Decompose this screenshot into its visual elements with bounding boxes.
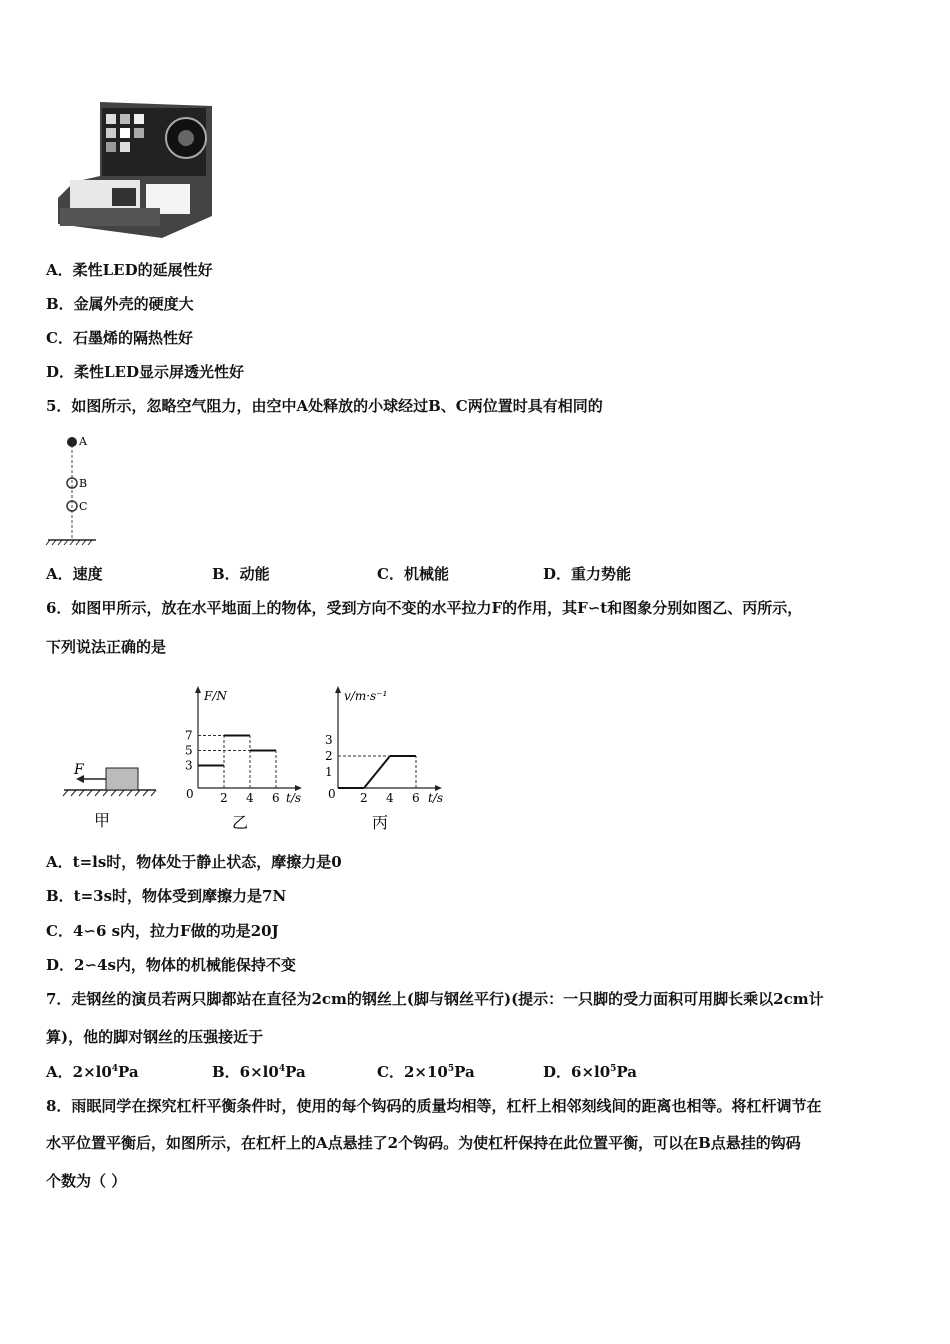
- q6-option-b: B．t=3s时，物体受到摩擦力是7N: [46, 887, 287, 905]
- q6-figures: [56, 680, 476, 840]
- q7-option-b: B．$6\times l0^4Pa$: [212, 1063, 306, 1081]
- yi-origin: 0: [186, 787, 194, 801]
- q4-option-d: D．柔性LED显示屏透光性好: [46, 363, 244, 381]
- q8-stem-line1: 8．雨眠同学在探究杠杆平衡条件时，使用的每个钩码的质量均相等，杠杆上相邻刻线间的距离也相等。将杠杆调节在: [46, 1097, 822, 1115]
- bing-ytick: 2: [325, 749, 333, 763]
- yi-xlabel: t/s: [286, 791, 302, 805]
- q5-option-d: D．重力势能: [543, 565, 632, 583]
- bing-origin: 0: [328, 787, 336, 801]
- q5-stem: 5．如图所示，忽略空气阻力，由空中A处释放的小球经过B、C两位置时具有相同的: [46, 397, 603, 415]
- q7-stem-line2: 算)，他的脚对钢丝的压强接近于: [46, 1028, 264, 1046]
- q5-option-c: C．机械能: [377, 565, 449, 583]
- yi-ytick: 3: [185, 758, 193, 773]
- yi-xtick: 6: [272, 791, 280, 805]
- q7-stem-line1: 7．走钢丝的演员若两只脚都站在直径为2cm的钢丝上(脚与钢丝平行)(提示：一只脚的受力面积可用脚长乘以2cm计: [46, 990, 824, 1008]
- q7-option-d: D．$6\times l0^5Pa$: [543, 1063, 638, 1081]
- q6-option-d: D．2∽4s内，物体的机械能保持不变: [46, 956, 296, 974]
- q6-stem-line1: 6．如图甲所示，放在水平地面上的物体，受到方向不变的水平拉力F的作用，其F∽t和图象分别如图乙、丙所示，: [46, 599, 803, 617]
- yi-xtick: 4: [246, 791, 254, 805]
- q6-option-c: C．4∽6 s内，拉力F做的功是20J: [46, 922, 279, 940]
- yi-ytick: 5: [185, 743, 193, 758]
- caption-yi: 乙: [232, 813, 249, 832]
- q5-option-a: A．速度: [46, 565, 103, 583]
- label-a: A: [79, 435, 87, 448]
- yi-xtick: 2: [220, 791, 228, 805]
- caption-jia: 甲: [94, 811, 111, 830]
- q6-stem-line2: 下列说法正确的是: [46, 638, 167, 656]
- force-label: F: [74, 762, 84, 778]
- yi-ytick: 7: [185, 728, 193, 743]
- bing-series-segment: [364, 756, 390, 788]
- label-b: B: [79, 477, 88, 490]
- device-photo: [52, 96, 218, 242]
- yi-ylabel: F/N: [204, 689, 227, 703]
- bing-ytick: 3: [325, 733, 333, 747]
- fig-bing: [325, 686, 443, 832]
- block: [106, 768, 138, 790]
- bing-xtick: 2: [360, 791, 368, 805]
- fig-yi: [185, 686, 302, 832]
- q8-stem-line3: 个数为（ ）: [46, 1172, 127, 1190]
- bing-xlabel: t/s: [428, 791, 444, 805]
- q4-option-b: B．金属外壳的硬度大: [46, 295, 194, 313]
- falling-ball-figure: [44, 432, 104, 548]
- bing-ytick: 1: [325, 765, 333, 779]
- q4-option-c: C．石墨烯的隔热性好: [46, 329, 193, 347]
- q7-option-a: A．$2\times l0^4Pa$: [46, 1063, 139, 1081]
- caption-bing: 丙: [372, 813, 389, 832]
- ball-a: [67, 437, 77, 447]
- q7-option-c: C．$2\times 10^5Pa$: [377, 1063, 475, 1081]
- bing-xtick: 6: [412, 791, 420, 805]
- q8-stem-line2: 水平位置平衡后，如图所示，在杠杆上的A点悬挂了2个钩码。为使杠杆保持在此位置平衡，可以在B点悬挂的钩码: [46, 1134, 801, 1152]
- bing-ylabel: v/m·s⁻¹: [344, 689, 388, 703]
- bing-xtick: 4: [386, 791, 394, 805]
- q5-option-b: B．动能: [212, 565, 270, 583]
- fig-jia: [63, 762, 156, 830]
- q6-option-a: A．t=ls时，物体处于静止状态，摩擦力是0: [46, 853, 342, 871]
- label-c: C: [79, 500, 88, 513]
- q4-option-a: A．柔性LED的延展性好: [46, 261, 213, 279]
